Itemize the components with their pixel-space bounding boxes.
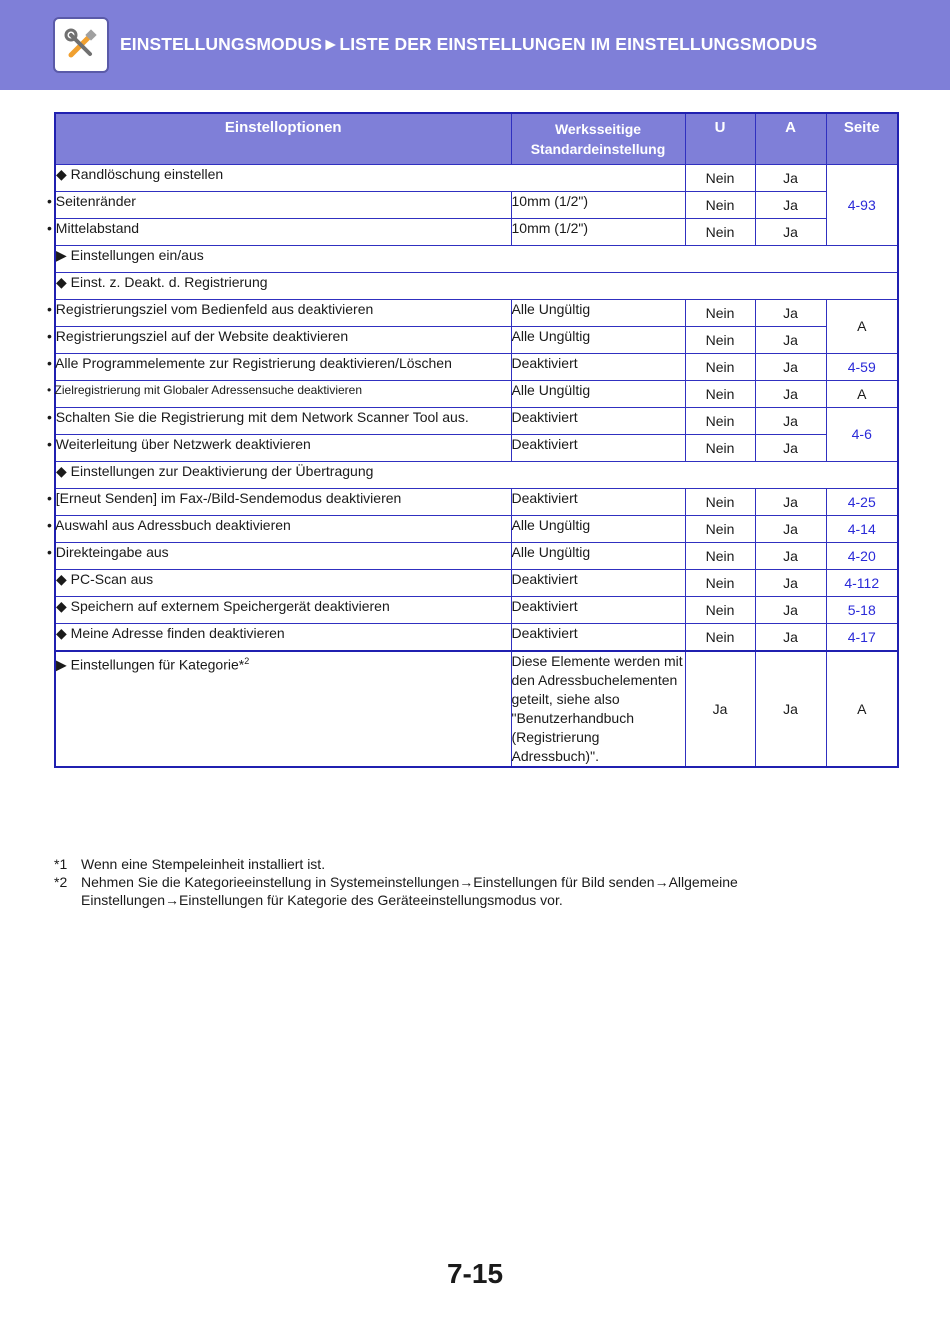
a-value: Ja [755,489,826,516]
table-row [55,651,898,767]
settings-table [47,112,899,768]
table-row [55,489,898,516]
u-value: Nein [685,624,755,652]
u-value: Ja [685,651,755,767]
table-row [55,516,898,543]
table-row [55,624,898,652]
footnote-text: Nehmen Sie die Kategorieeinstellung in Systemeinstellungen→Einstellungen für Bild senden→Allgemeine Einstellungen→Einstellungen für Kategorie des Geräteeinstellungsmodus vor. [81,874,738,908]
option-label: ◆ Meine Adresse finden deaktivieren [55,624,511,652]
default-value: Alle Ungültig [511,381,685,408]
section-label: ◆ Einst. z. Deakt. d. Registrierung [55,273,898,300]
default-value: Deaktiviert [511,408,685,435]
table-row [55,273,898,300]
default-value: 10mm (1/2") [511,192,685,219]
page-ref: A [826,381,898,408]
u-value: Nein [685,408,755,435]
table-row [55,354,898,381]
table-row [55,408,898,435]
option-label: ▶ Einstellungen für Kategorie*$^2$ [55,651,511,767]
u-value: Nein [685,597,755,624]
header-default: Werksseitige Standardeinstellung [511,113,685,165]
table-row [55,597,898,624]
page-number: 7-15 [446,1258,504,1289]
option-label: • Schalten Sie die Registrierung mit dem Network Scanner Tool aus. [55,408,511,435]
header-page: Seite [826,113,898,165]
page-link[interactable]: 4-25 [826,489,898,516]
footnote [54,855,894,873]
default-value: 10mm (1/2") [511,219,685,246]
table-row [55,246,898,273]
default-value: Deaktiviert [511,597,685,624]
footnotes [54,855,894,909]
table-header-row [55,113,898,165]
u-value: Nein [685,516,755,543]
page-link[interactable]: 4-6 [826,408,898,462]
a-value: Ja [755,381,826,408]
a-value: Ja [755,354,826,381]
page-link[interactable]: 4-112 [826,570,898,597]
default-value: Deaktiviert [511,570,685,597]
a-value: Ja [755,543,826,570]
default-value: Deaktiviert [511,489,685,516]
option-label: • Registrierungsziel auf der Website deaktivieren [55,327,511,354]
option-label: • Seitenränder [55,192,511,219]
page-link[interactable]: 4-59 [826,354,898,381]
footnote-mark: *1 [54,856,68,872]
table-row [55,165,898,192]
option-label: ◆ PC-Scan aus [55,570,511,597]
section-label: ▶ Einstellungen ein/aus [55,246,898,273]
section-label: ◆ Einstellungen zur Deaktivierung der Übertragung [55,462,898,489]
u-value: Nein [685,165,755,192]
table-row [55,435,898,462]
a-value: Ja [755,219,826,246]
footnote-mark: *2 [54,874,68,890]
u-value: Nein [685,381,755,408]
default-value: Alle Ungültig [511,327,685,354]
page-title: EINSTELLUNGSMODUS►LISTE DER EINSTELLUNGEN IM EINSTELLUNGSMODUS [120,34,818,54]
u-value: Nein [685,543,755,570]
footnote [54,873,894,909]
option-label: • Mittelabstand [55,219,511,246]
page-link[interactable]: 4-20 [826,543,898,570]
tools-icon [53,17,109,73]
a-value: Ja [755,192,826,219]
default-value: Alle Ungültig [511,300,685,327]
table-row [55,381,898,408]
table-row [55,570,898,597]
option-label: • [Erneut Senden] im Fax-/Bild-Sendemodus deaktivieren [55,489,511,516]
u-value: Nein [685,327,755,354]
default-value: Deaktiviert [511,354,685,381]
a-value: Ja [755,516,826,543]
page-ref: A [826,651,898,767]
default-value: Deaktiviert [511,624,685,652]
table-row [55,543,898,570]
a-value: Ja [755,435,826,462]
table-row [55,300,898,327]
header-u: U [685,113,755,165]
page-header-bar [0,0,950,90]
option-label: • Direkteingabe aus [55,543,511,570]
default-value: Alle Ungültig [511,543,685,570]
option-label: • Alle Programmelemente zur Registrierung deaktivieren/Löschen [55,354,511,381]
u-value: Nein [685,219,755,246]
u-value: Nein [685,192,755,219]
page-link[interactable]: 5-18 [826,597,898,624]
option-label: • Auswahl aus Adressbuch deaktivieren [55,516,511,543]
a-value: Ja [755,597,826,624]
page-link[interactable]: 4-17 [826,624,898,652]
page-link[interactable]: 4-14 [826,516,898,543]
table-row [55,219,898,246]
a-value: Ja [755,300,826,327]
default-value: Alle Ungültig [511,516,685,543]
option-label: • Zielregistrierung mit Globaler Adressensuche deaktivieren [55,381,511,408]
u-value: Nein [685,570,755,597]
a-value: Ja [755,327,826,354]
table-row [55,192,898,219]
header-options: Einstelloptionen [55,113,511,165]
option-label: • Weiterleitung über Netzwerk deaktivieren [55,435,511,462]
u-value: Nein [685,354,755,381]
u-value: Nein [685,489,755,516]
a-value: Ja [755,624,826,652]
u-value: Nein [685,435,755,462]
default-value: Diese Elemente werden mit den Adressbuchelementen geteilt, siehe also "Benutzerhandbuch (Registrierung Adressbuch)". [511,651,685,767]
footnote-text: Wenn eine Stempeleinheit installiert ist. [81,856,326,872]
u-value: Nein [685,300,755,327]
a-value: Ja [755,570,826,597]
a-value: Ja [755,408,826,435]
default-value: Deaktiviert [511,435,685,462]
page-ref: A [826,300,898,354]
option-label: • Registrierungsziel vom Bedienfeld aus deaktivieren [55,300,511,327]
page-link[interactable]: 4-93 [826,165,898,246]
option-label: ◆ Randlöschung einstellen [55,165,685,192]
footnote-ref: 2 [244,656,250,666]
option-label: ◆ Speichern auf externem Speichergerät deaktivieren [55,597,511,624]
table-row [55,462,898,489]
table-row [55,327,898,354]
a-value: Ja [755,165,826,192]
header-a: A [755,113,826,165]
a-value: Ja [755,651,826,767]
